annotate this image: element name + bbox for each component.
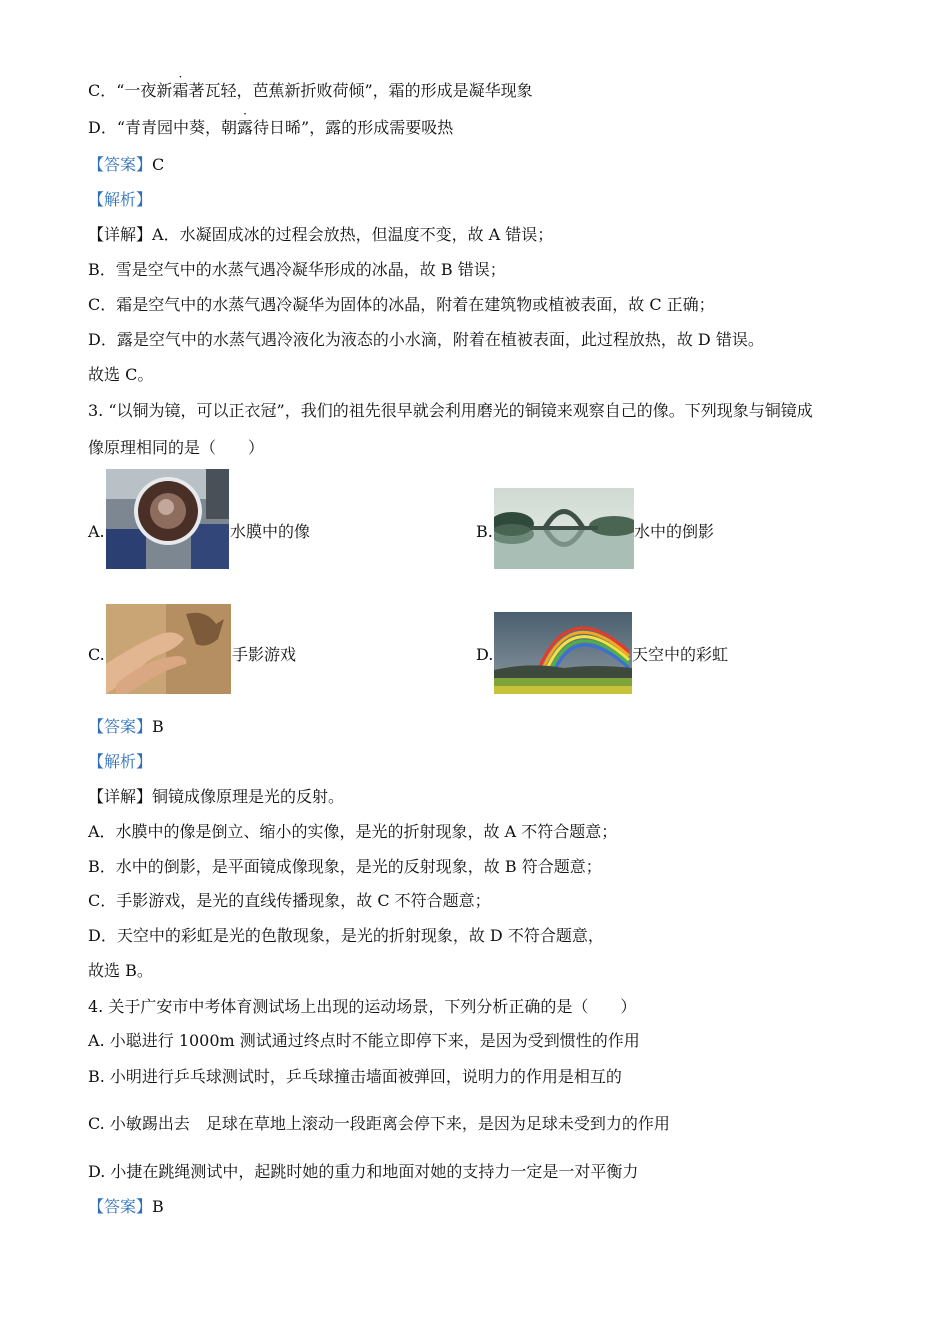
q2-conclusion: 故选 C。 — [88, 365, 154, 384]
q4-stem: 4. 关于广安市中考体育测试场上出现的运动场景，下列分析正确的是（ ） — [88, 997, 637, 1016]
hand-shadow-image — [106, 604, 231, 694]
q2-option-d: D．“青青园中葵，朝 · 露待日晞”，露的形成需要吸热 — [88, 107, 454, 137]
rainbow-image — [494, 612, 632, 694]
q3-option-a-letter: A. — [88, 522, 105, 541]
q3-option-a-caption: 水膜中的像 — [230, 522, 311, 541]
q2-answer: 【答案】C — [88, 155, 165, 174]
q4-option-c: C. 小敏踢出去 足球在草地上滚动一段距离会停下来，是因为足球未受到力的作用 — [88, 1114, 670, 1133]
q3-stem-line2: 像原理相同的是（ ） — [88, 438, 265, 457]
q2-option-c: C．“一夜新 · 霜著瓦轻，芭蕉新折败荷倾”，霜的形成是凝华现象 — [88, 70, 533, 100]
q3-answer: 【答案】B — [88, 717, 164, 736]
q3-option-b-caption: 水中的倒影 — [634, 522, 715, 541]
q3-detail-d: D．天空中的彩虹是光的色散现象，是光的折射现象，故 D 不符合题意， — [88, 926, 604, 945]
water-film-image — [106, 469, 229, 569]
q3-detail: 【详解】铜镜成像原理是光的反射。 — [88, 787, 345, 806]
q3-detail-a: A．水膜中的像是倒立、缩小的实像，是光的折射现象，故 A 不符合题意； — [88, 822, 618, 841]
q2-detail-d: D．露是空气中的水蒸气遇冷液化为液态的小水滴，附着在植被表面，此过程放热，故 D 错误。 — [88, 330, 764, 349]
q3-option-d-letter: D. — [476, 645, 494, 664]
q2-detail-b: B．雪是空气中的水蒸气遇冷凝华形成的冰晶，故 B 错误； — [88, 260, 506, 279]
q2-detail-a: 【详解】A．水凝固成冰的过程会放热，但温度不变，故 A 错误； — [88, 225, 554, 244]
bridge-reflection-image — [494, 488, 634, 569]
q2-analysis-heading: 【解析】 — [88, 190, 153, 209]
q3-detail-c: C．手影游戏，是光的直线传播现象，故 C 不符合题意； — [88, 891, 491, 910]
q3-option-b-letter: B. — [476, 522, 493, 541]
q3-analysis-heading: 【解析】 — [88, 752, 153, 771]
q4-option-d: D. 小捷在跳绳测试中，起跳时她的重力和地面对她的支持力一定是一对平衡力 — [88, 1162, 639, 1181]
q4-answer: 【答案】B — [88, 1197, 164, 1216]
q3-conclusion: 故选 B。 — [88, 961, 153, 980]
q3-stem-line1: 3. “以铜为镜，可以正衣冠”，我们的祖先很早就会利用磨光的铜镜来观察自己的像。下列现象与铜镜成 — [88, 401, 813, 420]
q4-option-b: B. 小明进行乒乓球测试时，乒乓球撞击墙面被弹回，说明力的作用是相互的 — [88, 1067, 622, 1086]
q4-option-a: A. 小聪进行 1000m 测试通过终点时不能立即停下来，是因为受到惯性的作用 — [88, 1031, 640, 1050]
q3-option-d-caption: 天空中的彩虹 — [632, 645, 729, 664]
q3-option-c-letter: C. — [88, 645, 105, 664]
q2-detail-c: C．霜是空气中的水蒸气遇冷凝华为固体的冰晶，附着在建筑物或植被表面，故 C 正确； — [88, 295, 715, 314]
q3-detail-b: B．水中的倒影，是平面镜成像现象，是光的反射现象，故 B 符合题意； — [88, 857, 602, 876]
q3-option-c-caption: 手影游戏 — [232, 645, 297, 664]
